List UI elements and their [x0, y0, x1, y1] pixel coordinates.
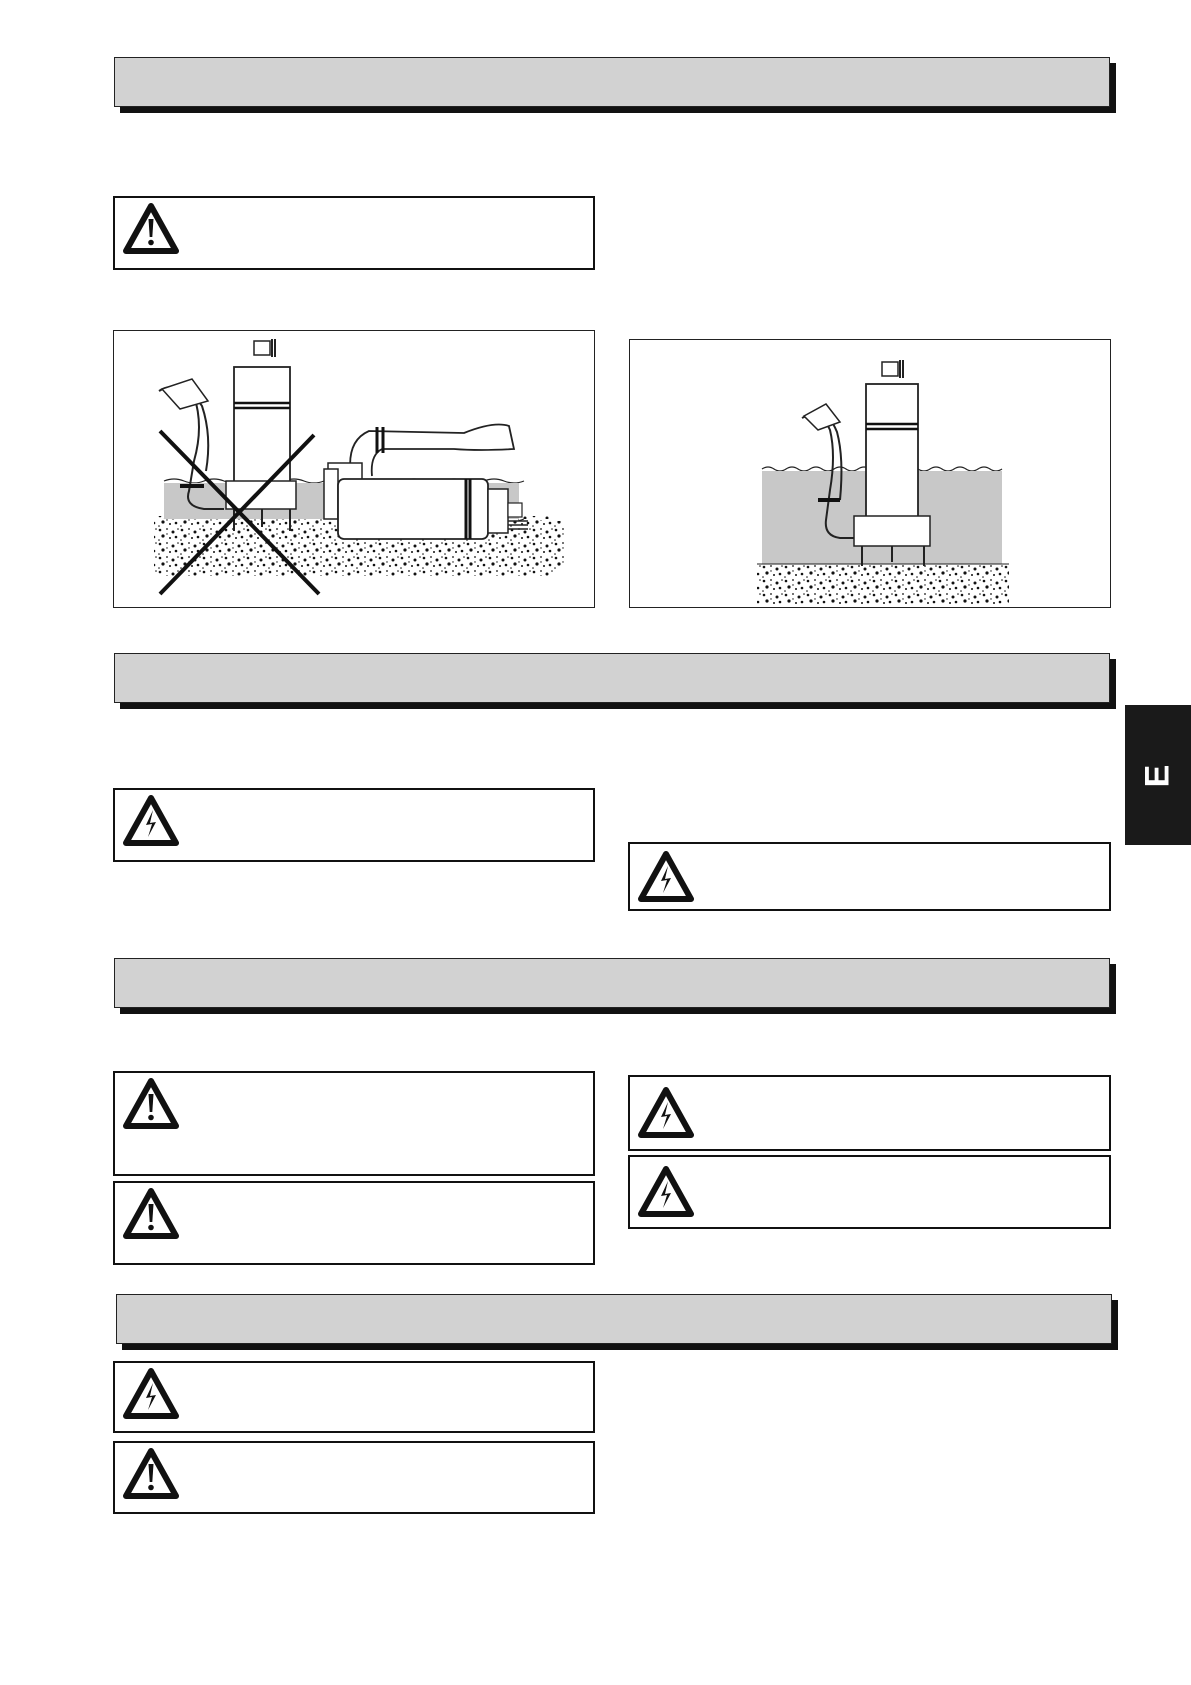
warning-box — [628, 1075, 1111, 1151]
warning-box — [113, 1441, 595, 1514]
warning-box — [628, 1155, 1111, 1229]
warning-box — [628, 842, 1111, 911]
pump-correct-installation-illustration — [630, 340, 1112, 609]
warning-electric-icon — [638, 851, 694, 903]
warning-electric-icon — [638, 1166, 694, 1218]
side-tab-label: E — [1138, 763, 1177, 787]
incorrect-installation-figure — [113, 330, 595, 608]
warning-exclamation-icon — [123, 1188, 179, 1240]
warning-electric-icon — [638, 1087, 694, 1139]
warning-box — [113, 1071, 595, 1176]
warning-box — [113, 1181, 595, 1265]
warning-electric-icon — [123, 795, 179, 847]
warning-exclamation-icon — [123, 1078, 179, 1130]
warning-box — [113, 196, 595, 270]
section-header-bar — [116, 1294, 1112, 1344]
section-header-bar — [114, 653, 1110, 703]
correct-installation-figure — [629, 339, 1111, 608]
pump-incorrect-installation-illustration — [114, 331, 596, 609]
section-header-bar — [114, 57, 1110, 107]
warning-box — [113, 1361, 595, 1433]
warning-box — [113, 788, 595, 862]
warning-exclamation-icon — [123, 1448, 179, 1500]
warning-electric-icon — [123, 1368, 179, 1420]
language-side-tab — [1125, 705, 1191, 845]
section-header-bar — [114, 958, 1110, 1008]
warning-exclamation-icon — [123, 203, 179, 255]
